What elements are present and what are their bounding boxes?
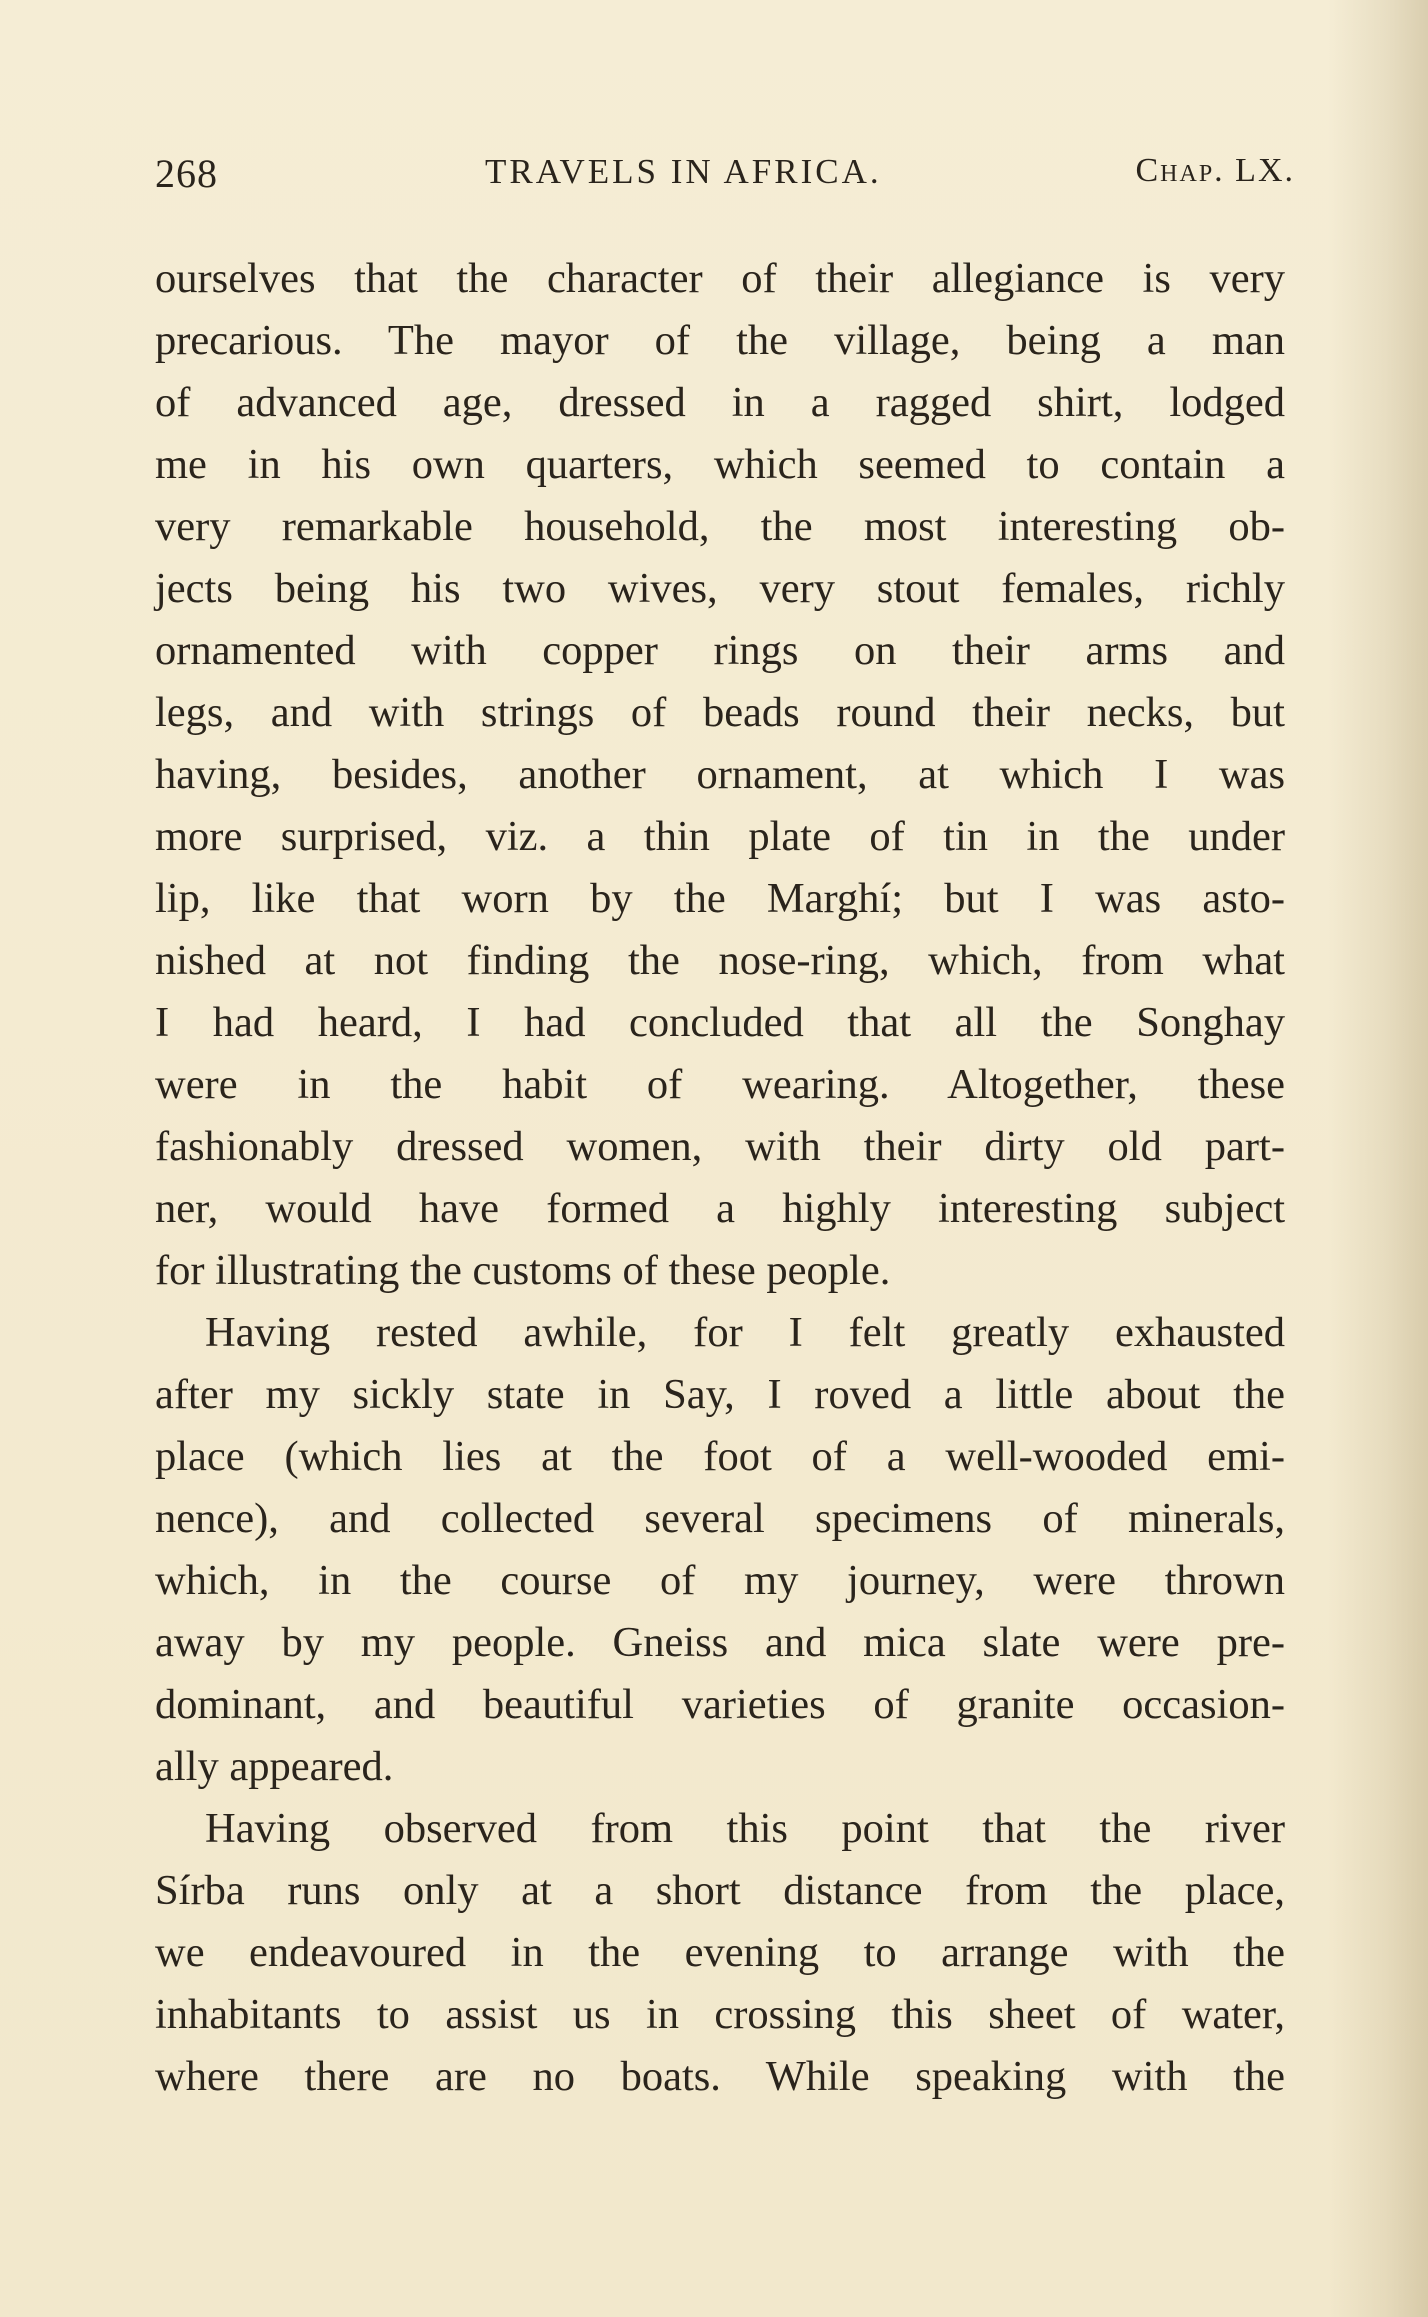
text-line: Sírba runs only at a short distance from the place,: [155, 1867, 1285, 1914]
text-line: I had heard, I had concluded that all the Songhay: [155, 999, 1285, 1046]
text-line: nished at not finding the nose-ring, which, from what: [155, 937, 1285, 984]
text-line: legs, and with strings of beads round their necks, but: [155, 689, 1285, 736]
text-line: ner, would have formed a highly interesting subject: [155, 1185, 1285, 1232]
text-line: fashionably dressed women, with their dirty old part-: [155, 1123, 1285, 1170]
page-number: 268: [155, 151, 218, 196]
text-line: were in the habit of wearing. Altogether, these: [155, 1061, 1285, 1108]
text-line: dominant, and beautiful varieties of granite occasion-: [155, 1681, 1285, 1728]
text-line: having, besides, another ornament, at which I was: [155, 751, 1285, 798]
text-line: Having rested awhile, for I felt greatly exhausted: [205, 1309, 1285, 1356]
text-line: of advanced age, dressed in a ragged shirt, lodged: [155, 379, 1285, 426]
body-text: [155, 248, 1285, 2108]
text-line: after my sickly state in Say, I roved a little about the: [155, 1371, 1285, 1418]
paragraph: [155, 1798, 1285, 2108]
text-line: jects being his two wives, very stout females, richly: [155, 565, 1285, 612]
text-line: away by my people. Gneiss and mica slate were pre-: [155, 1619, 1285, 1666]
text-line: me in his own quarters, which seemed to contain a: [155, 441, 1285, 488]
text-line: ally appeared.: [155, 1743, 394, 1790]
running-title: TRAVELS IN AFRICA.: [485, 152, 882, 191]
running-head: [155, 150, 1295, 210]
text-line: place (which lies at the foot of a well-wooded emi-: [155, 1433, 1285, 1480]
text-line: which, in the course of my journey, were thrown: [155, 1557, 1285, 1604]
chapter-label: Chap. LX.: [1135, 152, 1295, 189]
text-line: ornamented with copper rings on their arms and: [155, 627, 1285, 674]
text-line: nence), and collected several specimens of minerals,: [155, 1495, 1285, 1542]
text-line: very remarkable household, the most interesting ob-: [155, 503, 1285, 550]
paragraph: [155, 1302, 1285, 1798]
text-line: lip, like that worn by the Marghí; but I was asto-: [155, 875, 1285, 922]
text-line: more surprised, viz. a thin plate of tin in the under: [155, 813, 1285, 860]
text-line: Having observed from this point that the river: [205, 1805, 1285, 1852]
text-line: precarious. The mayor of the village, being a man: [155, 317, 1285, 364]
text-line: inhabitants to assist us in crossing this sheet of water,: [155, 1991, 1285, 2038]
text-line: where there are no boats. While speaking with the: [155, 2053, 1285, 2100]
text-line: ourselves that the character of their allegiance is very: [155, 255, 1285, 302]
text-line: we endeavoured in the evening to arrange with the: [155, 1929, 1285, 1976]
text-line: for illustrating the customs of these people.: [155, 1247, 891, 1294]
paragraph: [155, 248, 1285, 1302]
